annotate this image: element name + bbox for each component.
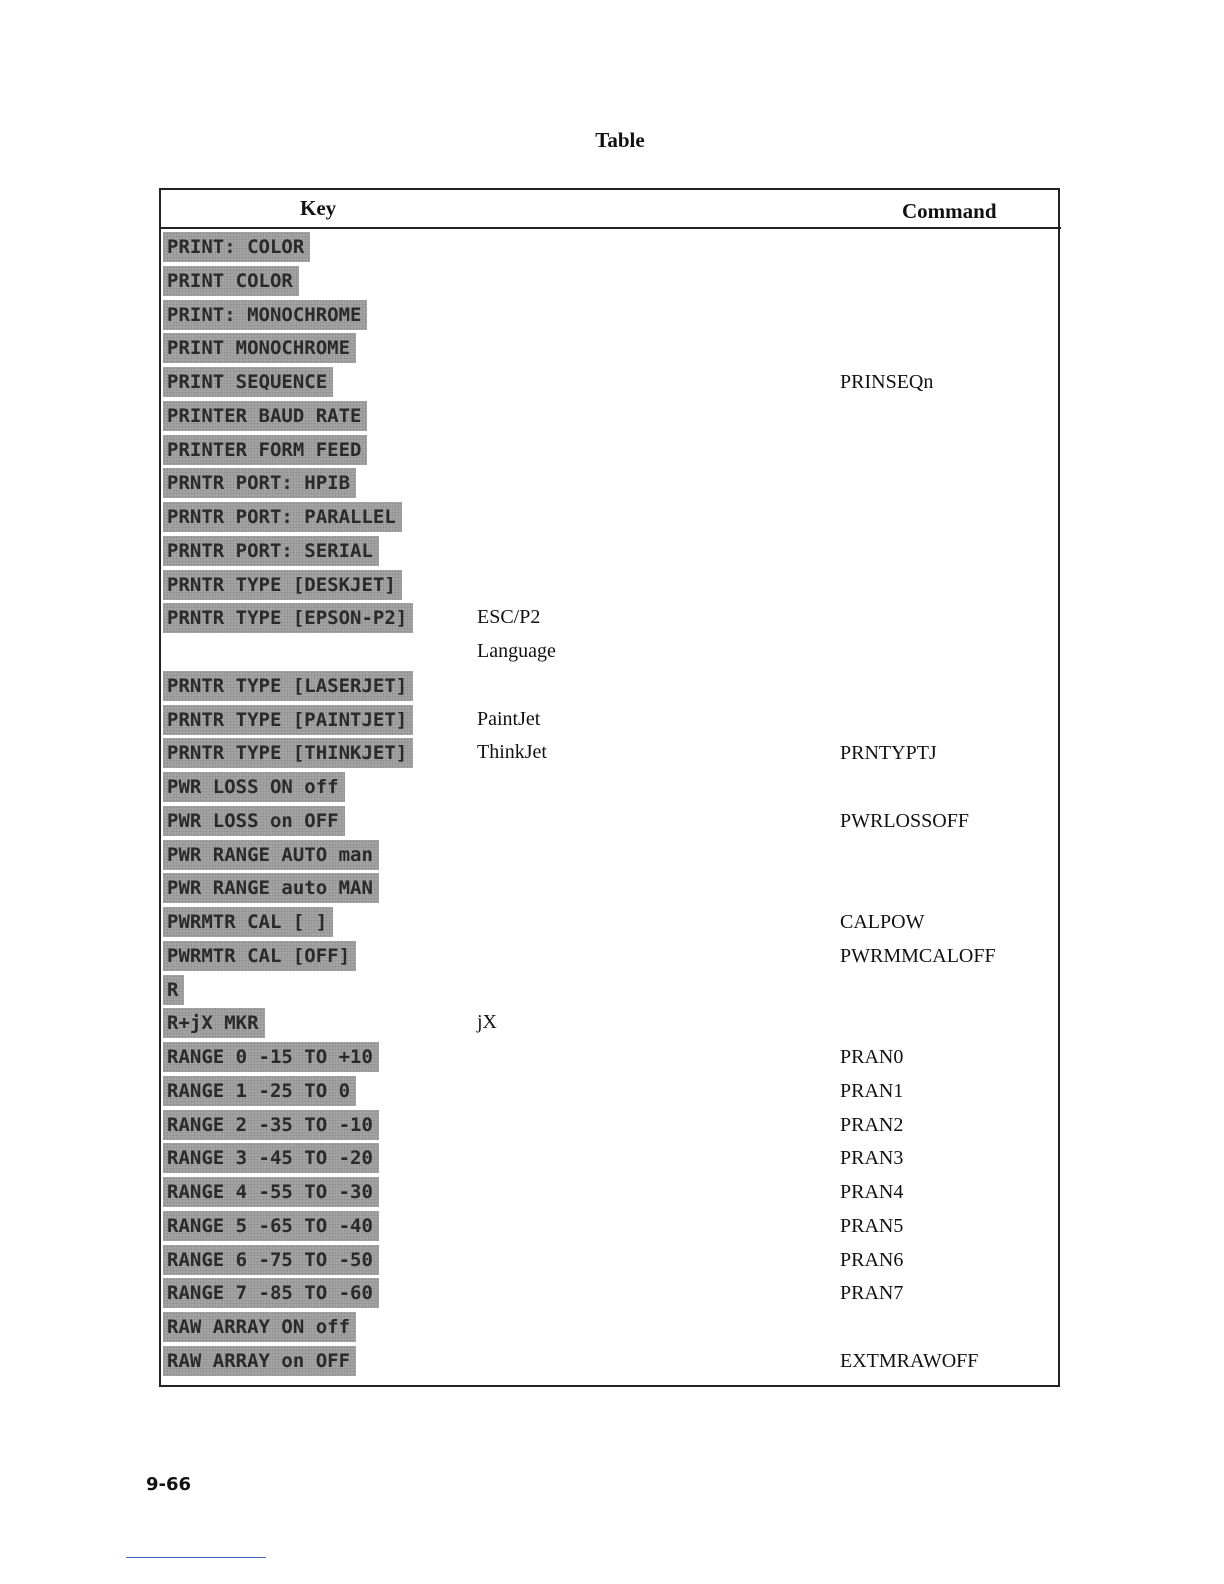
gpib-command: PWRMMCALOFF	[840, 945, 996, 967]
softkey-label: PRINT SEQUENCE	[163, 367, 333, 397]
softkey-label: PRNTR PORT: SERIAL	[163, 536, 379, 566]
softkey-label: PRNTR TYPE [DESKJET]	[163, 570, 402, 600]
table-row	[163, 1346, 1056, 1376]
softkey-label: PRNTR PORT: HPIB	[163, 468, 356, 498]
softkey-label: PRINT: MONOCHROME	[163, 300, 367, 330]
softkey-label: PRINT COLOR	[163, 266, 299, 296]
gpib-command: PWRLOSSOFF	[840, 810, 969, 832]
softkey-label: RANGE 7 -85 TO -60	[163, 1278, 379, 1308]
table-row	[163, 671, 1056, 701]
table-row	[163, 300, 1056, 330]
table-row	[163, 603, 1056, 633]
softkey-label: RANGE 2 -35 TO -10	[163, 1110, 379, 1140]
softkey-label: PRNTR PORT: PARALLEL	[163, 502, 402, 532]
gpib-command: PRNTYPTJ	[840, 742, 937, 764]
softkey-label: RANGE 6 -75 TO -50	[163, 1245, 379, 1275]
gpib-command: PRAN7	[840, 1282, 904, 1304]
table-row	[163, 1076, 1056, 1106]
table-row	[163, 468, 1056, 498]
gpib-command: PRAN3	[840, 1147, 904, 1169]
softkey-label: PRNTR TYPE [THINKJET]	[163, 738, 413, 768]
page-number: 9-66	[146, 1474, 192, 1495]
gpib-command: PRAN2	[840, 1114, 904, 1136]
table-row	[163, 401, 1056, 431]
softkey-label: RAW ARRAY ON off	[163, 1312, 356, 1342]
softkey-label: RANGE 4 -55 TO -30	[163, 1177, 379, 1207]
key-description: jX	[477, 1011, 497, 1033]
table-row	[163, 1143, 1056, 1173]
page-title: Table	[595, 128, 645, 152]
softkey-label: PRNTR TYPE [LASERJET]	[163, 671, 413, 701]
softkey-label: RAW ARRAY on OFF	[163, 1346, 356, 1376]
softkey-label: PWR LOSS on OFF	[163, 806, 345, 836]
softkey-label: PWRMTR CAL [OFF]	[163, 941, 356, 971]
table-row	[163, 1177, 1056, 1207]
key-column-header: Key	[300, 196, 337, 220]
table-row	[163, 772, 1056, 802]
gpib-command: PRAN4	[840, 1181, 904, 1203]
table-row	[163, 840, 1056, 870]
softkey-label: RANGE 5 -65 TO -40	[163, 1211, 379, 1241]
softkey-label: PRINT: COLOR	[163, 232, 310, 262]
softkey-label: PRNTR TYPE [EPSON-P2]	[163, 603, 413, 633]
softkey-label: PRNTR TYPE [PAINTJET]	[163, 705, 413, 735]
key-description: PaintJet	[477, 708, 541, 730]
softkey-label: PWR LOSS ON off	[163, 772, 345, 802]
table-row	[163, 907, 1056, 937]
softkey-label: RANGE 0 -15 TO +10	[163, 1042, 379, 1072]
softkey-label: PWR RANGE AUTO man	[163, 840, 379, 870]
key-description: ESC/P2	[477, 606, 541, 628]
softkey-label: PRINTER FORM FEED	[163, 435, 367, 465]
table-row	[163, 1278, 1056, 1308]
table-row	[163, 570, 1056, 600]
gpib-command: PRAN1	[840, 1080, 904, 1102]
gpib-command: PRAN6	[840, 1249, 904, 1271]
softkey-label: RANGE 1 -25 TO 0	[163, 1076, 356, 1106]
gpib-command: CALPOW	[840, 911, 925, 933]
table-row	[163, 637, 1056, 667]
table-row	[163, 975, 1056, 1005]
key-description: ThinkJet	[477, 741, 547, 763]
table-row	[163, 1211, 1056, 1241]
table-row	[163, 333, 1056, 363]
table-row	[163, 1042, 1056, 1072]
softkey-label: PRINT MONOCHROME	[163, 333, 356, 363]
header-divider	[161, 227, 1061, 229]
table-row	[163, 367, 1056, 397]
gpib-command: PRAN0	[840, 1046, 904, 1068]
softkey-label: RANGE 3 -45 TO -20	[163, 1143, 379, 1173]
table-row	[163, 1008, 1056, 1038]
softkey-label: R+jX MKR	[163, 1008, 265, 1038]
key-description: Language	[477, 640, 556, 662]
table-row	[163, 873, 1056, 903]
table-row	[163, 502, 1056, 532]
footer-rule	[126, 1557, 266, 1558]
table-row	[163, 232, 1056, 262]
table-row	[163, 536, 1056, 566]
gpib-command: PRINSEQn	[840, 371, 934, 393]
gpib-command: PRAN5	[840, 1215, 904, 1237]
table-row	[163, 941, 1056, 971]
command-column-header: Command	[902, 199, 997, 223]
table-row	[163, 266, 1056, 296]
table-row	[163, 1110, 1056, 1140]
table-row	[163, 1245, 1056, 1275]
table-row	[163, 435, 1056, 465]
softkey-label: PRINTER BAUD RATE	[163, 401, 367, 431]
softkey-label: PWR RANGE auto MAN	[163, 873, 379, 903]
softkey-label: R	[163, 975, 184, 1005]
softkey-label: PWRMTR CAL [ ]	[163, 907, 333, 937]
table-row	[163, 806, 1056, 836]
table-row	[163, 1312, 1056, 1342]
table-row	[163, 738, 1056, 768]
gpib-command: EXTMRAWOFF	[840, 1350, 979, 1372]
table-row	[163, 705, 1056, 735]
